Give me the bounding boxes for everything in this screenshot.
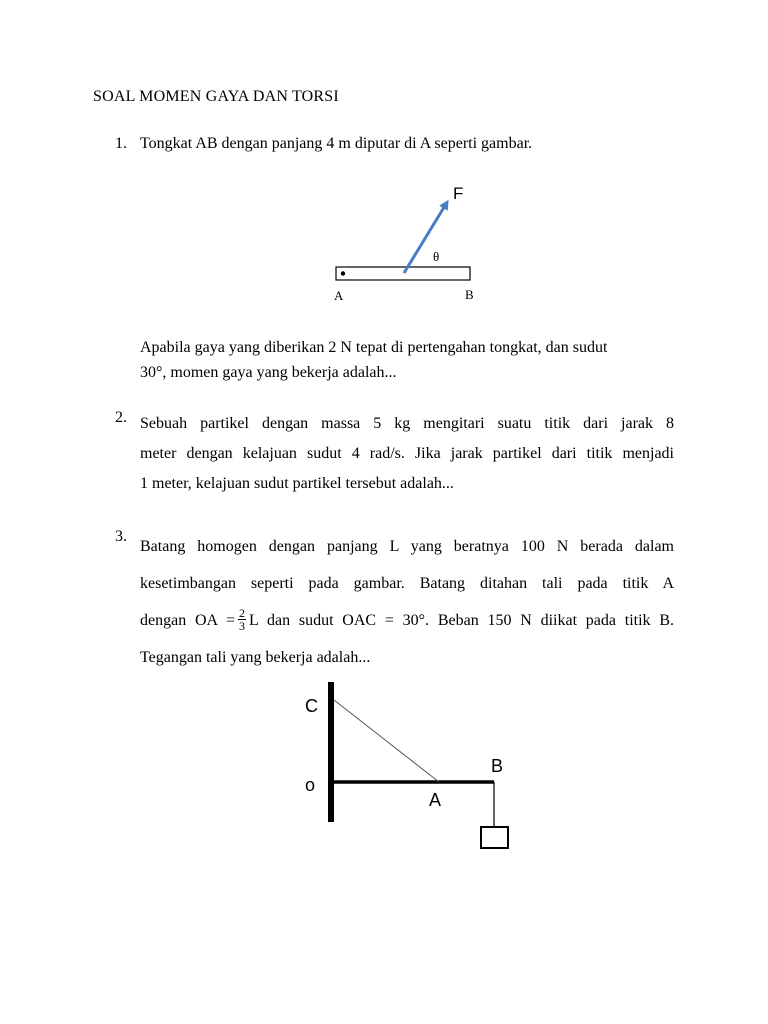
rope-ca bbox=[334, 700, 439, 782]
question-1-number: 1. bbox=[115, 135, 127, 152]
page-title: SOAL MOMEN GAYA DAN TORSI bbox=[93, 88, 339, 105]
question-2-number: 2. bbox=[115, 409, 127, 426]
question-3-number: 3. bbox=[115, 528, 127, 545]
point-o-label: o bbox=[305, 775, 316, 795]
question-1-line-1: Apabila gaya yang diberikan 2 N tepat di pertengahan tongkat, dan sudut bbox=[140, 339, 608, 356]
question-1-line-2: 30°, momen gaya yang bekerja adalah... bbox=[140, 364, 397, 381]
figure-rod-force bbox=[320, 180, 490, 305]
point-a-label: A bbox=[334, 288, 344, 303]
point-c-label: C bbox=[305, 696, 318, 716]
point-b-label: B bbox=[465, 287, 474, 302]
question-2-text bbox=[140, 409, 674, 499]
question-3-text bbox=[140, 528, 674, 676]
question-2-line-2: meter dengan kelajuan sudut 4 rad/s. Jika jarak partikel dari titik menjadi bbox=[140, 445, 674, 462]
question-3-line-3 bbox=[140, 602, 674, 639]
question-3-line-2: kesetimbangan seperti pada gambar. Batang ditahan tali pada titik A bbox=[140, 575, 674, 592]
question-1-text: Tongkat AB dengan panjang 4 m diputar di A seperti gambar. bbox=[140, 135, 533, 152]
question-3-line-3-pre: dengan OA = bbox=[140, 612, 236, 629]
fraction-denominator: 3 bbox=[239, 618, 246, 633]
load-box bbox=[481, 827, 508, 848]
pivot-dot bbox=[341, 271, 345, 275]
fraction-two-thirds bbox=[238, 607, 246, 632]
fraction-numerator: 2 bbox=[239, 605, 246, 620]
angle-label: θ bbox=[433, 249, 440, 264]
force-label: F bbox=[453, 184, 464, 203]
question-3-line-4: Tegangan tali yang bekerja adalah... bbox=[140, 649, 371, 666]
rod-ab bbox=[336, 267, 470, 280]
force-arrow bbox=[404, 204, 446, 273]
question-2-line-1: Sebuah partikel dengan massa 5 kg mengitari suatu titik dari jarak 8 bbox=[140, 415, 674, 432]
question-3-line-3-post: L dan sudut OAC = 30°. Beban 150 N diikat pada titik B. bbox=[249, 612, 675, 629]
question-3-line-1: Batang homogen dengan panjang L yang beratnya 100 N berada dalam bbox=[140, 538, 674, 555]
point-b-label: B bbox=[491, 756, 504, 776]
figure-beam-wall bbox=[295, 675, 525, 860]
question-1-paragraph bbox=[140, 335, 674, 385]
question-2-line-3: 1 meter, kelajuan sudut partikel tersebut adalah... bbox=[140, 475, 454, 492]
point-a-label: A bbox=[429, 790, 442, 810]
